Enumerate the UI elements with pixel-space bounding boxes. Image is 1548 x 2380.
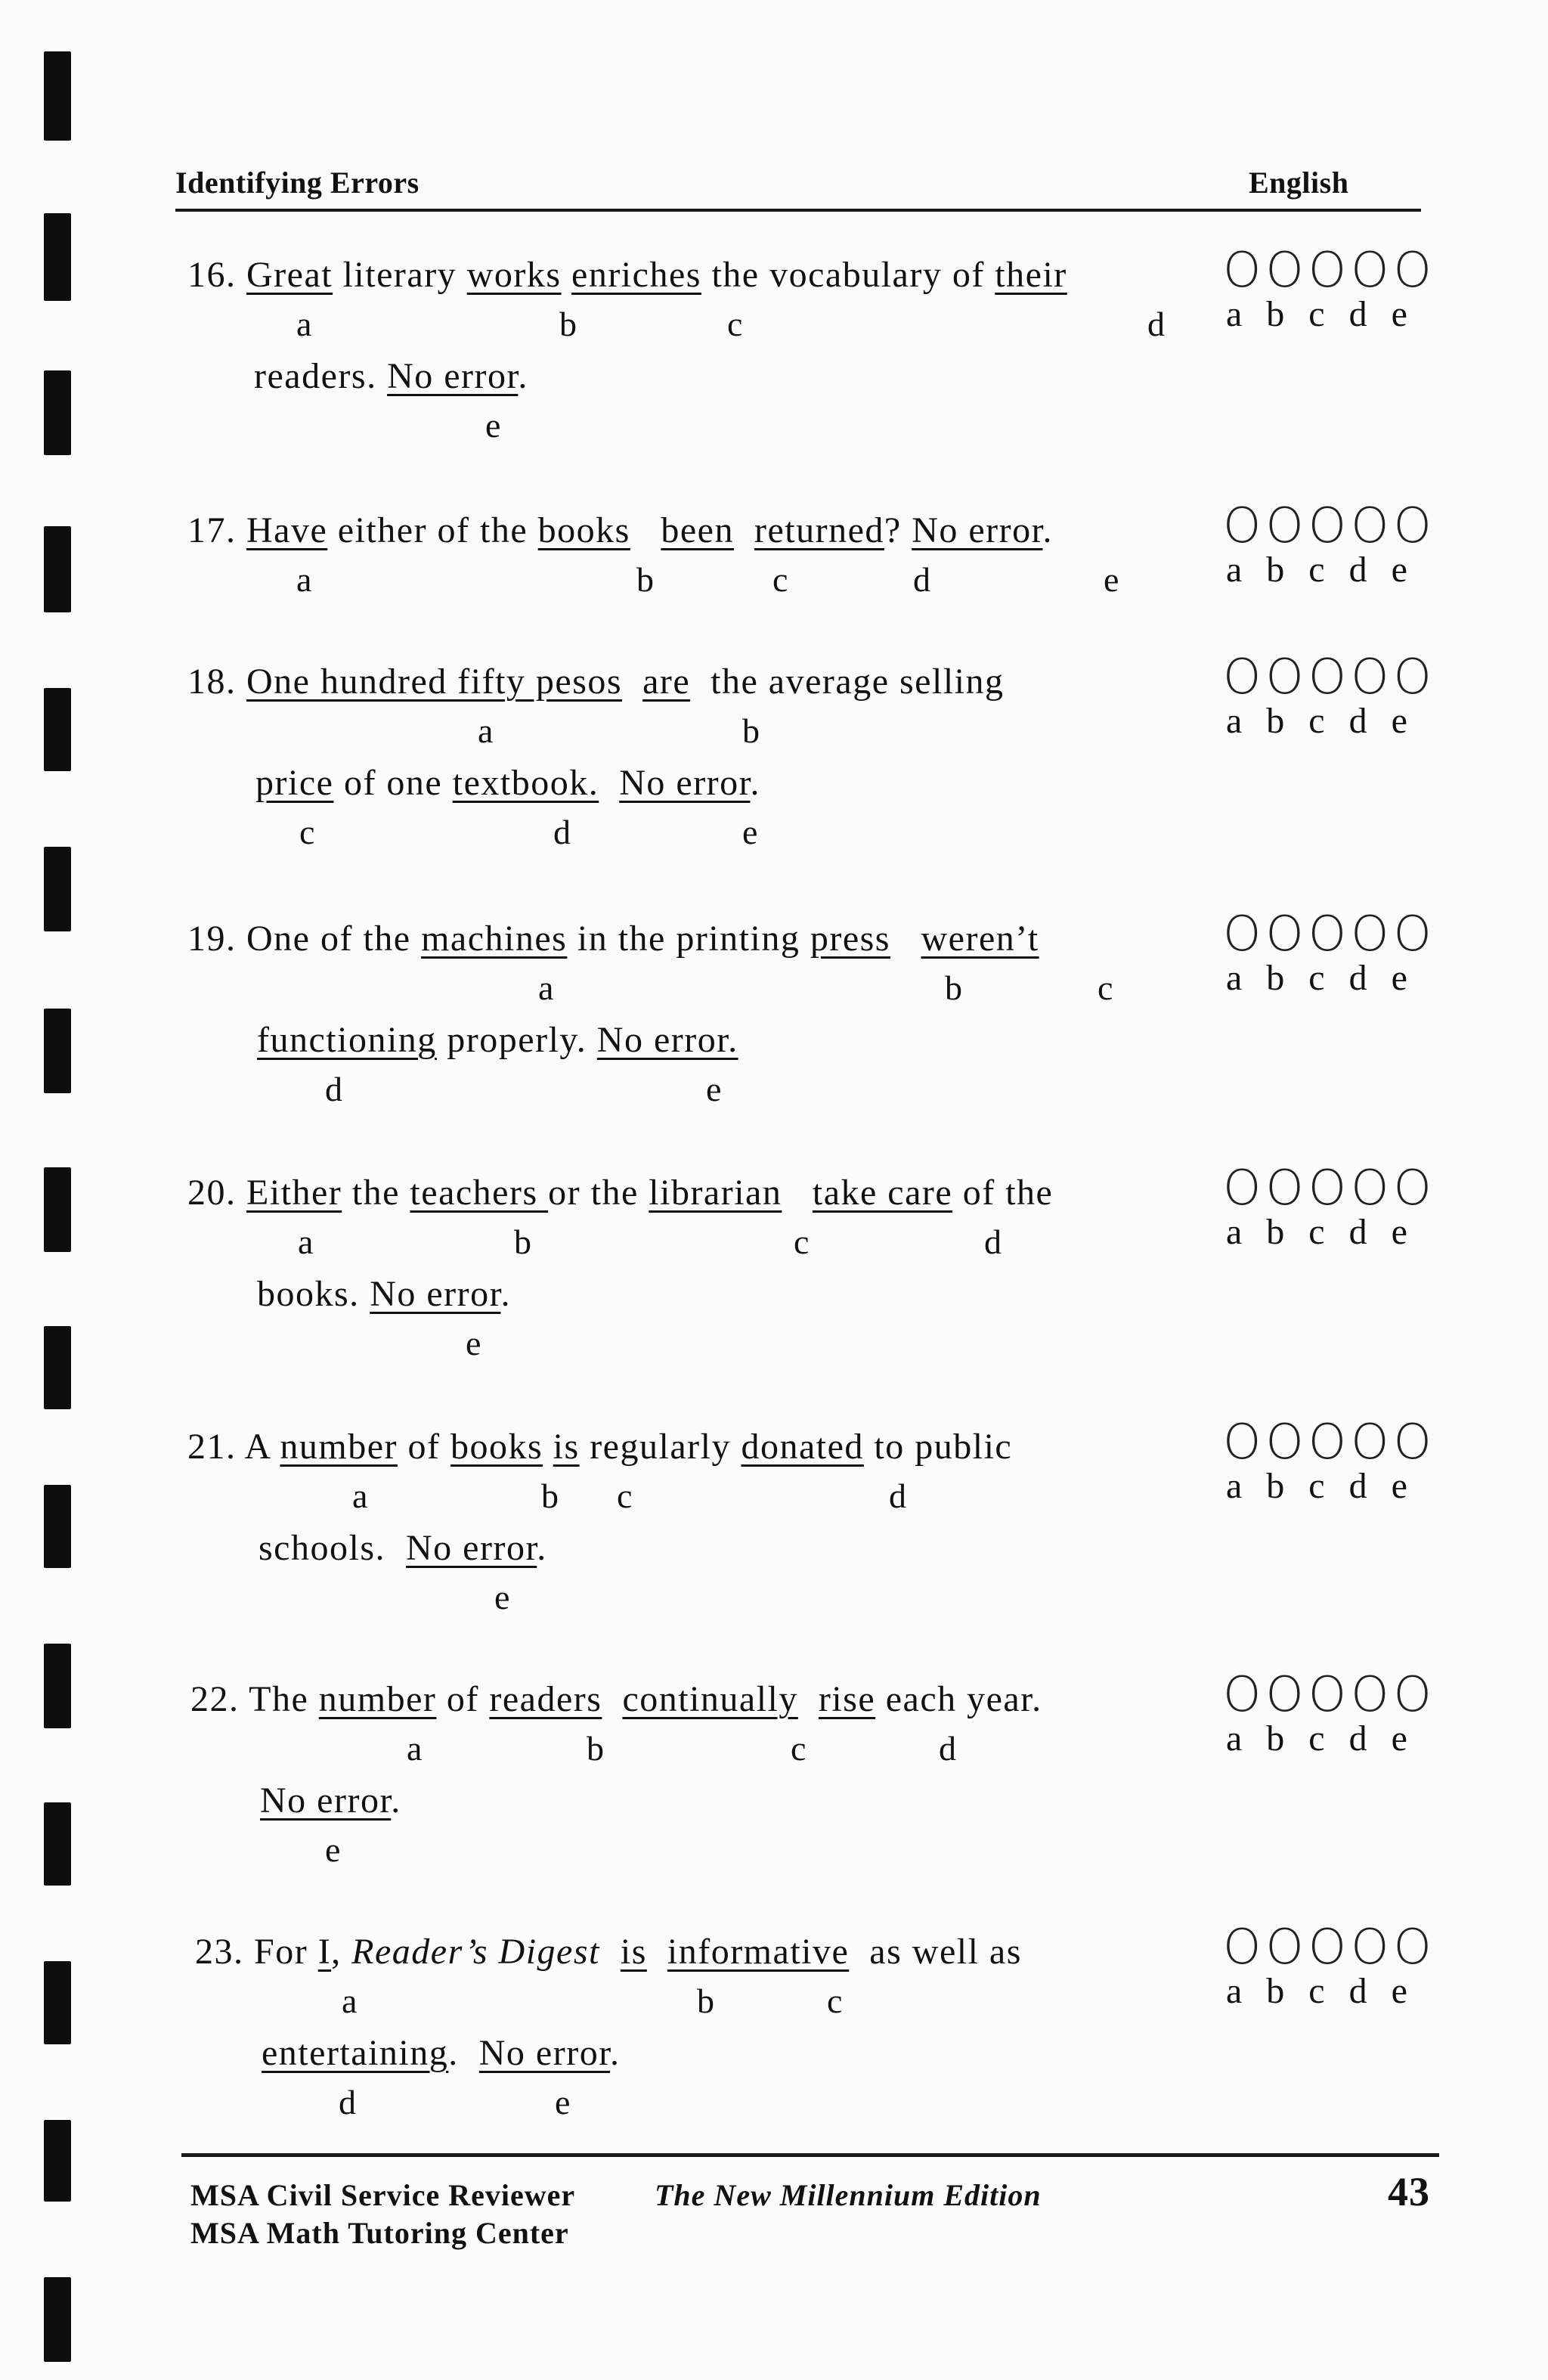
- binder-bar: [44, 1009, 71, 1093]
- text-segment: [622, 662, 642, 702]
- answer-bubbles[interactable]: OOOOO: [1223, 498, 1436, 554]
- text-segment: the vocabulary of: [701, 255, 995, 295]
- text-segment: [630, 510, 661, 550]
- choice-label: a: [342, 1982, 358, 2020]
- text-segment: .: [518, 356, 528, 396]
- underlined-segment: number: [318, 1679, 437, 1719]
- choice-label: a: [407, 1729, 423, 1768]
- answer-bubbles[interactable]: OOOOO: [1223, 649, 1436, 705]
- underlined-segment: donated: [741, 1427, 864, 1467]
- choice-label: a: [298, 1223, 314, 1261]
- text-segment: [562, 255, 572, 295]
- choice-label: c: [727, 305, 743, 343]
- underlined-segment: No error: [912, 510, 1043, 550]
- question-21-line: [187, 1429, 1012, 1465]
- text-segment: 19. One of the: [187, 919, 422, 959]
- underlined-segment: continually: [622, 1679, 798, 1719]
- underlined-segment: No error: [478, 2033, 611, 2073]
- underlined-segment: No error: [387, 356, 519, 396]
- text-segment: .: [1042, 510, 1053, 550]
- text-segment: Reader’s Digest: [351, 1932, 600, 1972]
- text-segment: 16.: [187, 255, 246, 295]
- underlined-segment: Have: [246, 510, 328, 550]
- question-22-line: [190, 1681, 1042, 1718]
- choice-label: b: [541, 1477, 559, 1515]
- answer-letters: a b c d e: [1226, 1971, 1409, 2011]
- text-segment: the average selling: [690, 662, 1005, 702]
- text-segment: in the printing: [567, 919, 810, 959]
- choice-label: c: [791, 1729, 807, 1768]
- underlined-segment: informative: [667, 1932, 850, 1972]
- text-segment: .: [448, 2033, 479, 2073]
- underlined-segment: readers: [489, 1679, 602, 1719]
- question-18-line: [255, 765, 760, 801]
- question-21-line: [259, 1530, 547, 1567]
- choice-label: a: [352, 1477, 368, 1515]
- answer-letters: a b c d e: [1226, 958, 1409, 998]
- choice-label: d: [913, 560, 930, 599]
- choice-label: d: [984, 1223, 1002, 1261]
- answer-letters: a b c d e: [1226, 701, 1409, 741]
- binder-bar: [44, 847, 71, 931]
- footer-rule: [181, 2153, 1439, 2157]
- text-segment: 23. For: [195, 1932, 318, 1972]
- text-segment: the: [342, 1173, 410, 1213]
- text-segment: readers.: [254, 356, 388, 396]
- choice-label: e: [706, 1070, 722, 1108]
- subject-title: English: [1249, 166, 1349, 200]
- header-rule: [175, 209, 1421, 212]
- underlined-segment: books: [537, 510, 630, 550]
- choice-label: a: [478, 711, 494, 750]
- choice-label: e: [485, 406, 501, 445]
- choice-label: a: [296, 560, 312, 599]
- text-segment: .: [750, 763, 760, 803]
- binder-bar: [44, 51, 71, 141]
- choice-label: a: [296, 305, 312, 343]
- text-segment: [600, 1932, 621, 1972]
- underlined-segment: Either: [246, 1173, 342, 1213]
- text-segment: 21. A: [187, 1427, 280, 1467]
- underlined-segment: teachers: [410, 1173, 549, 1213]
- underlined-segment: Great: [246, 255, 333, 295]
- answer-bubbles[interactable]: OOOOO: [1223, 1161, 1436, 1216]
- underlined-segment: press: [810, 919, 890, 959]
- question-20-line: [257, 1276, 511, 1312]
- choice-label: d: [939, 1729, 956, 1768]
- binder-bar: [44, 1802, 71, 1886]
- choice-label: b: [945, 968, 962, 1007]
- text-segment: 18.: [187, 662, 246, 702]
- underlined-segment: No error: [260, 1780, 392, 1821]
- underlined-segment: rise: [818, 1679, 876, 1719]
- choice-label: d: [889, 1477, 906, 1515]
- text-segment: [890, 919, 921, 959]
- underlined-segment: machines: [421, 919, 568, 959]
- footer-edition: The New Millennium Edition: [655, 2178, 1042, 2212]
- text-segment: .: [500, 1274, 511, 1314]
- choice-label: b: [742, 711, 760, 750]
- underlined-segment: I: [317, 1932, 332, 1972]
- underlined-segment: been: [661, 510, 734, 550]
- text-segment: [734, 510, 754, 550]
- text-segment: .: [537, 1528, 547, 1568]
- choice-label: c: [827, 1982, 843, 2020]
- choice-label: e: [1104, 560, 1119, 599]
- underlined-segment: number: [280, 1427, 398, 1467]
- question-16-line: [187, 257, 1067, 293]
- choice-label: c: [772, 560, 788, 599]
- choice-label: d: [325, 1070, 342, 1108]
- question-20-line: [187, 1175, 1053, 1211]
- choice-label: c: [617, 1477, 633, 1515]
- underlined-segment: One hundred fifty pesos: [246, 662, 623, 702]
- binder-bar: [44, 2277, 71, 2362]
- underlined-segment: take care: [812, 1173, 953, 1213]
- text-segment: [599, 763, 619, 803]
- question-19-line: [187, 921, 1039, 957]
- answer-bubbles[interactable]: OOOOO: [1223, 1920, 1436, 1976]
- answer-bubbles[interactable]: OOOOO: [1223, 1667, 1436, 1723]
- text-segment: .: [391, 1780, 401, 1821]
- binder-bar: [44, 1485, 71, 1568]
- binder-bar: [44, 1644, 71, 1728]
- choice-label: b: [559, 305, 577, 343]
- section-title: Identifying Errors: [175, 166, 420, 200]
- underlined-segment: No error: [370, 1274, 501, 1314]
- text-segment: literary: [333, 255, 467, 295]
- text-segment: of one: [333, 763, 453, 803]
- binder-bar: [44, 526, 71, 612]
- answer-bubbles[interactable]: OOOOO: [1223, 243, 1436, 299]
- text-segment: [782, 1173, 813, 1213]
- choice-label: d: [553, 813, 571, 851]
- underlined-segment: is: [553, 1427, 580, 1467]
- text-segment: [602, 1679, 622, 1719]
- choice-label: e: [742, 813, 758, 851]
- underlined-segment: works: [466, 255, 562, 295]
- choice-label: d: [339, 2083, 356, 2121]
- binder-bar: [44, 1961, 71, 2044]
- answer-letters: a b c d e: [1226, 1466, 1409, 1506]
- binder-bar: [44, 213, 71, 301]
- text-segment: books.: [257, 1274, 370, 1314]
- underlined-segment: entertaining: [262, 2033, 449, 2073]
- choice-label: c: [299, 813, 315, 851]
- question-23-line: [262, 2035, 621, 2072]
- underlined-segment: No error: [406, 1528, 537, 1568]
- underlined-segment: librarian: [649, 1173, 782, 1213]
- text-segment: [798, 1679, 819, 1719]
- choice-label: c: [794, 1223, 810, 1261]
- answer-letters: a b c d e: [1226, 550, 1409, 590]
- answer-letters: a b c d e: [1226, 1212, 1409, 1252]
- binder-bar: [44, 370, 71, 455]
- text-segment: 17.: [187, 510, 246, 550]
- underlined-segment: textbook.: [452, 763, 599, 803]
- underlined-segment: weren’t: [921, 919, 1039, 959]
- text-segment: [543, 1427, 553, 1467]
- text-segment: of: [398, 1427, 450, 1467]
- choice-label: d: [1147, 305, 1165, 343]
- underlined-segment: are: [642, 662, 691, 702]
- question-16-line: [254, 358, 528, 395]
- underlined-segment: enriches: [571, 255, 701, 295]
- binder-bar: [44, 1167, 71, 1252]
- question-22-line: [260, 1780, 401, 1821]
- text-segment: to public: [863, 1427, 1013, 1467]
- binder-bar: [44, 688, 71, 771]
- choice-label: e: [555, 2083, 571, 2121]
- text-segment: either of the: [327, 510, 538, 550]
- text-segment: of: [436, 1679, 490, 1719]
- answer-letters: a b c d e: [1226, 294, 1409, 334]
- question-18-line: [187, 664, 1005, 700]
- text-segment: regularly: [579, 1427, 741, 1467]
- text-segment: ,: [331, 1932, 352, 1972]
- question-17-line: [187, 510, 1053, 550]
- text-segment: properly.: [436, 1020, 597, 1060]
- underlined-segment: books: [450, 1427, 543, 1467]
- choice-label: b: [697, 1982, 714, 2020]
- footer-publisher: MSA Math Tutoring Center: [190, 2216, 569, 2250]
- text-segment: ?: [884, 510, 912, 550]
- underlined-segment: No error.: [596, 1020, 738, 1060]
- choice-label: e: [466, 1324, 481, 1362]
- underlined-segment: is: [620, 1932, 647, 1972]
- text-segment: 22. The: [190, 1679, 319, 1719]
- choice-label: b: [636, 560, 654, 599]
- answer-letters: a b c d e: [1226, 1718, 1409, 1759]
- footer-book-title: MSA Civil Service Reviewer: [190, 2178, 576, 2212]
- page-number: 43: [1388, 2169, 1430, 2214]
- text-segment: [647, 1932, 667, 1972]
- question-19-line: [257, 1022, 738, 1058]
- text-segment: schools.: [259, 1528, 406, 1568]
- choice-label: e: [494, 1578, 510, 1616]
- binder-bar: [44, 2120, 71, 2202]
- choice-label: e: [325, 1830, 341, 1869]
- underlined-segment: price: [255, 763, 334, 803]
- underlined-segment: No error: [619, 763, 751, 803]
- text-segment: each year.: [875, 1679, 1042, 1719]
- text-segment: or the: [548, 1173, 649, 1213]
- choice-label: c: [1098, 968, 1113, 1007]
- underlined-segment: their: [995, 255, 1067, 295]
- choice-label: a: [538, 968, 554, 1007]
- choice-label: b: [587, 1729, 604, 1768]
- underlined-segment: returned: [754, 510, 884, 550]
- text-segment: .: [610, 2033, 621, 2073]
- binder-bar: [44, 1326, 71, 1409]
- text-segment: 20.: [187, 1173, 246, 1213]
- text-segment: of the: [952, 1173, 1054, 1213]
- text-segment: as well as: [849, 1932, 1022, 1972]
- underlined-segment: functioning: [257, 1020, 437, 1060]
- choice-label: b: [514, 1223, 531, 1261]
- question-23-line: [195, 1934, 1022, 1970]
- answer-bubbles[interactable]: OOOOO: [1223, 906, 1436, 962]
- answer-bubbles[interactable]: OOOOO: [1223, 1415, 1436, 1470]
